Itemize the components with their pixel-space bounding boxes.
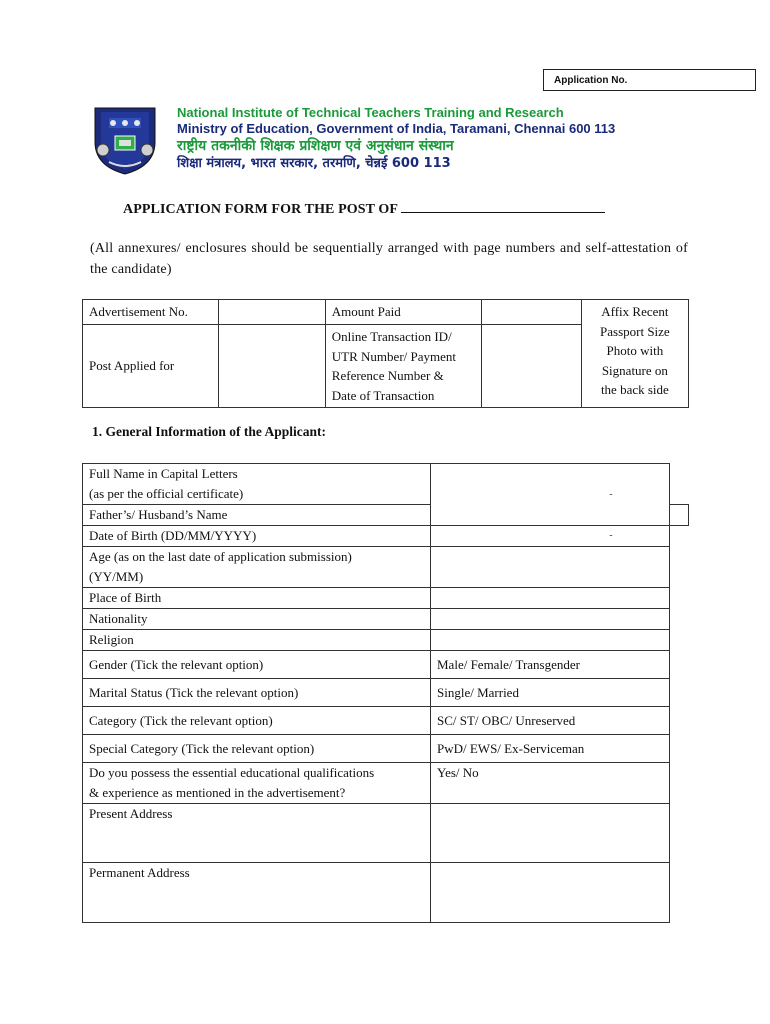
photo-line-2: Passport Size [600, 323, 670, 339]
marital-status-label: Marital Status (Tick the relevant option) [83, 679, 431, 707]
advertisement-no-value[interactable] [218, 300, 325, 325]
category-options[interactable]: SC/ ST/ OBC/ Unreserved [431, 707, 670, 735]
nationality-value[interactable] [431, 609, 670, 630]
father-name-label: Father’s/ Husband’s Name [83, 505, 431, 526]
dash-mark: - [609, 530, 613, 541]
post-name-blank[interactable] [401, 201, 605, 213]
transaction-label [325, 325, 481, 408]
transaction-value[interactable] [481, 325, 581, 408]
category-label: Category (Tick the relevant option) [83, 707, 431, 735]
institute-name-en: National Institute of Technical Teachers Training and Research [177, 105, 564, 120]
photo-line-4: Signature on [601, 362, 668, 378]
full-name-line-2: (as per the official certificate) [89, 486, 244, 501]
form-title [123, 201, 605, 218]
amount-paid-value[interactable] [481, 300, 581, 325]
institute-logo [89, 104, 161, 176]
dash-mark: - [609, 488, 613, 500]
gender-label: Gender (Tick the relevant option) [83, 651, 431, 679]
application-no-label: Application No. [554, 75, 628, 86]
photo-line-3: Photo with [606, 343, 664, 358]
permanent-address-label: Permanent Address [83, 863, 431, 923]
full-name-line-1: Full Name in Capital Letters [89, 466, 238, 481]
present-address-value[interactable] [431, 804, 670, 863]
essential-line-2: & experience as mentioned in the advertisement? [89, 785, 346, 800]
advertisement-no-label: Advertisement No. [83, 300, 219, 325]
photo-line-5: the back side [600, 382, 669, 397]
age-value[interactable] [431, 547, 670, 588]
special-category-label: Special Category (Tick the relevant option) [83, 735, 431, 763]
place-of-birth-label: Place of Birth [83, 588, 431, 609]
general-info-table [82, 463, 689, 923]
religion-label: Religion [83, 630, 431, 651]
marital-status-options[interactable]: Single/ Married [431, 679, 670, 707]
institute-header [177, 105, 615, 173]
dob-value[interactable] [431, 526, 670, 547]
father-name-value[interactable] [669, 505, 688, 526]
essential-qualification-label [83, 763, 431, 804]
place-of-birth-value[interactable] [431, 588, 670, 609]
dob-label: Date of Birth (DD/MM/YYYY) [83, 526, 431, 547]
age-line-2: (YY/MM) [89, 569, 144, 584]
form-title-text: APPLICATION FORM FOR THE POST OF [123, 202, 399, 217]
full-name-label [83, 464, 431, 505]
post-applied-value[interactable] [218, 325, 325, 408]
photo-box[interactable] [581, 300, 688, 408]
photo-line-1: Affix Recent [601, 304, 669, 319]
ministry-en: Ministry of Education, Government of India, Taramani, Chennai 600 113 [177, 121, 616, 136]
transaction-line-3: Reference Number & [331, 368, 444, 383]
full-name-value[interactable] [431, 464, 670, 526]
post-applied-label: Post Applied for [83, 325, 219, 408]
age-label [83, 547, 431, 588]
present-address-label: Present Address [83, 804, 431, 863]
transaction-line-4: Date of Transaction [331, 387, 435, 403]
advertisement-table [82, 299, 689, 408]
gender-options[interactable]: Male/ Female/ Transgender [431, 651, 670, 679]
section-1-heading: 1. General Information of the Applicant: [92, 424, 326, 439]
religion-value[interactable] [431, 630, 670, 651]
instructions-note: (All annexures/ enclosures should be sequentially arranged with page numbers and self-attestation of the candidate) [90, 241, 688, 277]
age-line-1: Age (as on the last date of application submission) [89, 549, 352, 564]
application-no-field[interactable] [543, 69, 756, 91]
essential-line-1: Do you possess the essential educational qualifications [89, 765, 375, 780]
transaction-line-1: Online Transaction ID/ [331, 329, 452, 344]
permanent-address-value[interactable] [431, 863, 670, 923]
amount-paid-label: Amount Paid [325, 300, 481, 325]
nationality-label: Nationality [83, 609, 431, 630]
special-category-options[interactable]: PwD/ EWS/ Ex-Serviceman [431, 735, 670, 763]
essential-qualification-options[interactable]: Yes/ No [431, 763, 670, 804]
ministry-hi: शिक्षा मंत्रालय, भारत सरकार, तरमणि, चेन्नई 600 113 [177, 156, 451, 171]
transaction-line-2: UTR Number/ Payment [331, 348, 457, 364]
institute-name-hi: राष्ट्रीय तकनीकी शिक्षक प्रशिक्षण एवं अनुसंधान संस्थान [177, 138, 454, 154]
